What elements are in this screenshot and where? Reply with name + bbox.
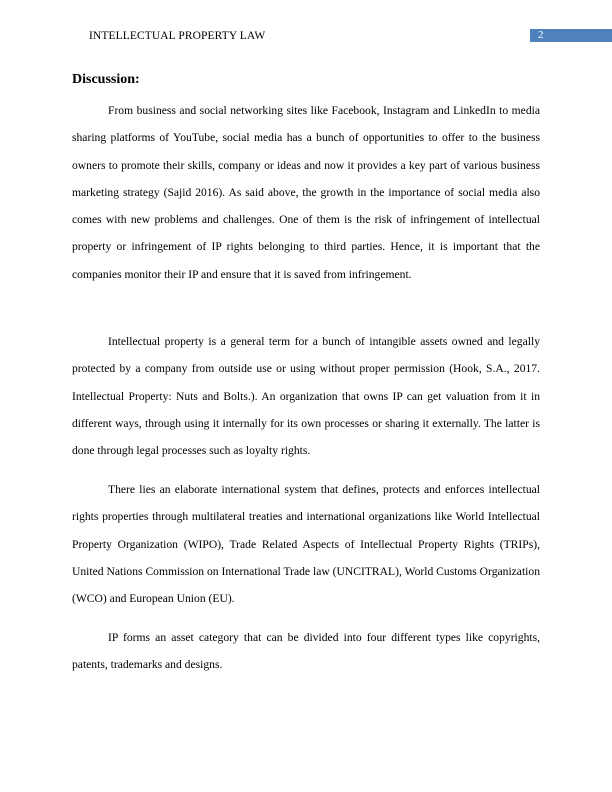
- page-number: 2: [538, 29, 544, 41]
- paragraph-ip-types: IP forms an asset category that can be divided into four different types like copyrights, patents, trademarks and designs.: [72, 631, 540, 672]
- running-head: INTELLECTUAL PROPERTY LAW: [89, 30, 266, 42]
- paragraph-social-media: From business and social networking sites like Facebook, Instagram and LinkedIn to media sharing platforms of YouTube, social media has a bunch of opportunities to offer to the business owners to promote their skills, company or ideas and now it provides a key part of various business marketing strategy (Sajid 2016). As said above, the growth in the importance of social media also comes with new problems and challenges. One of them is the risk of infringement of intellectual property or infringement of IP rights belonging to third parties. Hence, it is important that the companies monitor their IP and ensure that it is saved from infringement.: [72, 104, 540, 281]
- section-heading: Discussion:: [72, 72, 140, 87]
- paragraph-ip-definition: Intellectual property is a general term for a bunch of intangible assets owned and legally protected by a company from outside use or using without proper permission (Hook, S.A., 2017. Intellectual Property: Nuts and Bolts.). An organization that owns IP can get valuation from it in different ways, through using it internally for its own processes or sharing it externally. The latter is done through legal processes such as loyalty rights.: [72, 335, 540, 458]
- page-number-box: [530, 29, 612, 42]
- paragraph-international-system: There lies an elaborate international system that defines, protects and enforces intellectual rights properties through multilateral treaties and international organizations like World Intellectual Property Organization (WIPO), Trade Related Aspects of Intellectual Property Rights (TRIPs), United Nations Commission on International Trade law (UNCITRAL), World Customs Organization (WCO) and European Union (EU).: [72, 483, 540, 606]
